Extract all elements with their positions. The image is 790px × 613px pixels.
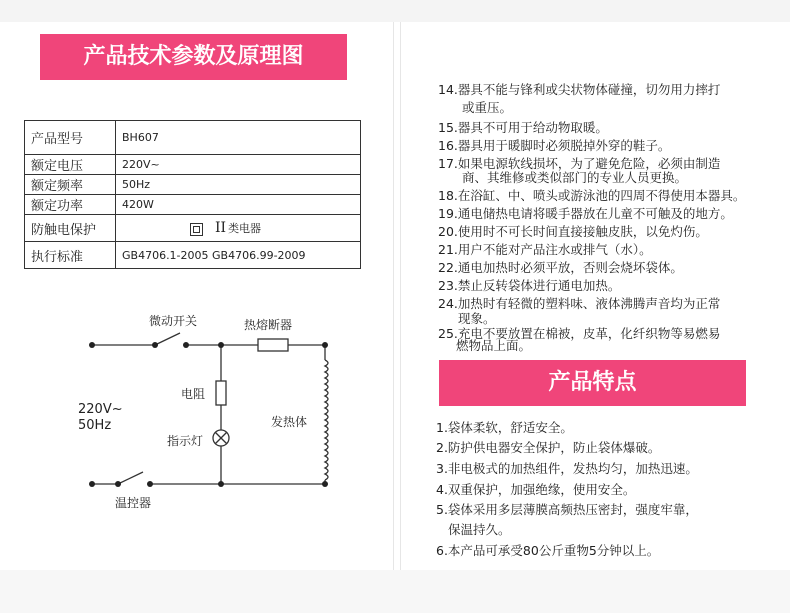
feature-item: 2.防护供电器安全保护，防止袋体爆破。 [436, 440, 661, 455]
switch-label: 微动开关 [149, 314, 198, 328]
spec-label: 产品型号 [25, 121, 116, 155]
terminal-dot [322, 481, 328, 487]
rule-line: 20.使用时不可长时间直接接触皮肤，以免灼伤。 [438, 224, 708, 239]
class-roman-numeral: II [215, 220, 227, 236]
terminal-dot [89, 481, 95, 487]
feature-item: 4.双重保护，加强绝缘，使用安全。 [436, 482, 636, 497]
feature-item: 6.本产品可承受80公斤重物5分钟以上。 [436, 543, 660, 558]
rule-line: 14.器具不能与锋利或尖状物体碰撞，切勿用力摔打 [438, 82, 721, 97]
rule-line: 18.在浴缸、中、喷头或游泳池的四周不得使用本器具。 [438, 188, 746, 203]
terminal-dot [218, 342, 224, 348]
terminal-dot [147, 481, 153, 487]
rule-line: 23.禁止反转袋体进行通电加热。 [438, 278, 621, 293]
spec-value: 50Hz [116, 175, 361, 195]
voltage-label: 220V~ [78, 402, 123, 417]
bottom-strip [0, 570, 790, 613]
spec-label: 额定频率 [25, 175, 116, 195]
features-section-title: 产品特点 [439, 360, 746, 406]
indicator-label: 指示灯 [167, 434, 204, 448]
rule-line: 25.充电不要放置在棉被，皮革，化纤织物等易燃易 [438, 326, 721, 341]
terminal-dot [152, 342, 158, 348]
rule-line: 15.器具不可用于给动物取暖。 [438, 120, 608, 135]
feature-item: 保温持久。 [448, 522, 511, 537]
heater-label: 发热体 [271, 415, 308, 429]
spec-label: 额定功率 [25, 195, 116, 215]
rule-line: 19.通电储热电请将暖手器放在儿童不可触及的地方。 [438, 206, 733, 221]
feature-item: 3.非电极式的加热组件，发热均匀，加热迅速。 [436, 461, 698, 476]
rule-line: 21.用户不能对产品注水或排气（水）。 [438, 242, 652, 257]
spec-value: BH607 [116, 121, 361, 155]
rule-line: 24.加热时有轻微的塑料味、液体沸腾声音均为正常 [438, 296, 721, 311]
spec-label: 执行标准 [25, 242, 116, 269]
spec-section-title: 产品技术参数及原理图 [40, 34, 347, 80]
rule-line: 16.器具用于暖脚时必须脱掉外穿的鞋子。 [438, 138, 671, 153]
rule-line: 现象。 [458, 311, 496, 326]
circuit-diagram [0, 0, 393, 570]
terminal-dot [183, 342, 189, 348]
feature-item: 1.袋体柔软，舒适安全。 [436, 420, 573, 435]
terminal-dot [89, 342, 95, 348]
spec-value: GB4706.1-2005 GB4706.99-2009 [116, 242, 361, 269]
frequency-label: 50Hz [78, 418, 112, 433]
class-suffix: 类电器 [228, 222, 262, 235]
rule-line: 22.通电加热时必须平放，否则会烧坏袋体。 [438, 260, 683, 275]
spec-label: 防触电保护 [25, 215, 116, 242]
spec-value: 220V~ [116, 155, 361, 175]
terminal-dot [115, 481, 121, 487]
spec-label: 额定电压 [25, 155, 116, 175]
thermostat-label: 温控器 [115, 496, 152, 510]
rule-line: 商、其维修或类似部门的专业人员更换。 [462, 170, 688, 185]
fuse-label: 热熔断器 [244, 318, 293, 332]
feature-item: 5.袋体采用多层薄膜高频热压密封，强度牢靠， [436, 502, 698, 517]
rule-line: 燃物品上面。 [456, 338, 532, 353]
spec-value: 420W [116, 195, 361, 215]
terminal-dot [218, 481, 224, 487]
rule-line: 或重压。 [462, 100, 513, 115]
rule-line: 17.如果电源软线损坏，为了避免危险，必须由制造 [438, 156, 721, 171]
resistor-label: 电阻 [181, 387, 206, 401]
terminal-dot [322, 342, 328, 348]
